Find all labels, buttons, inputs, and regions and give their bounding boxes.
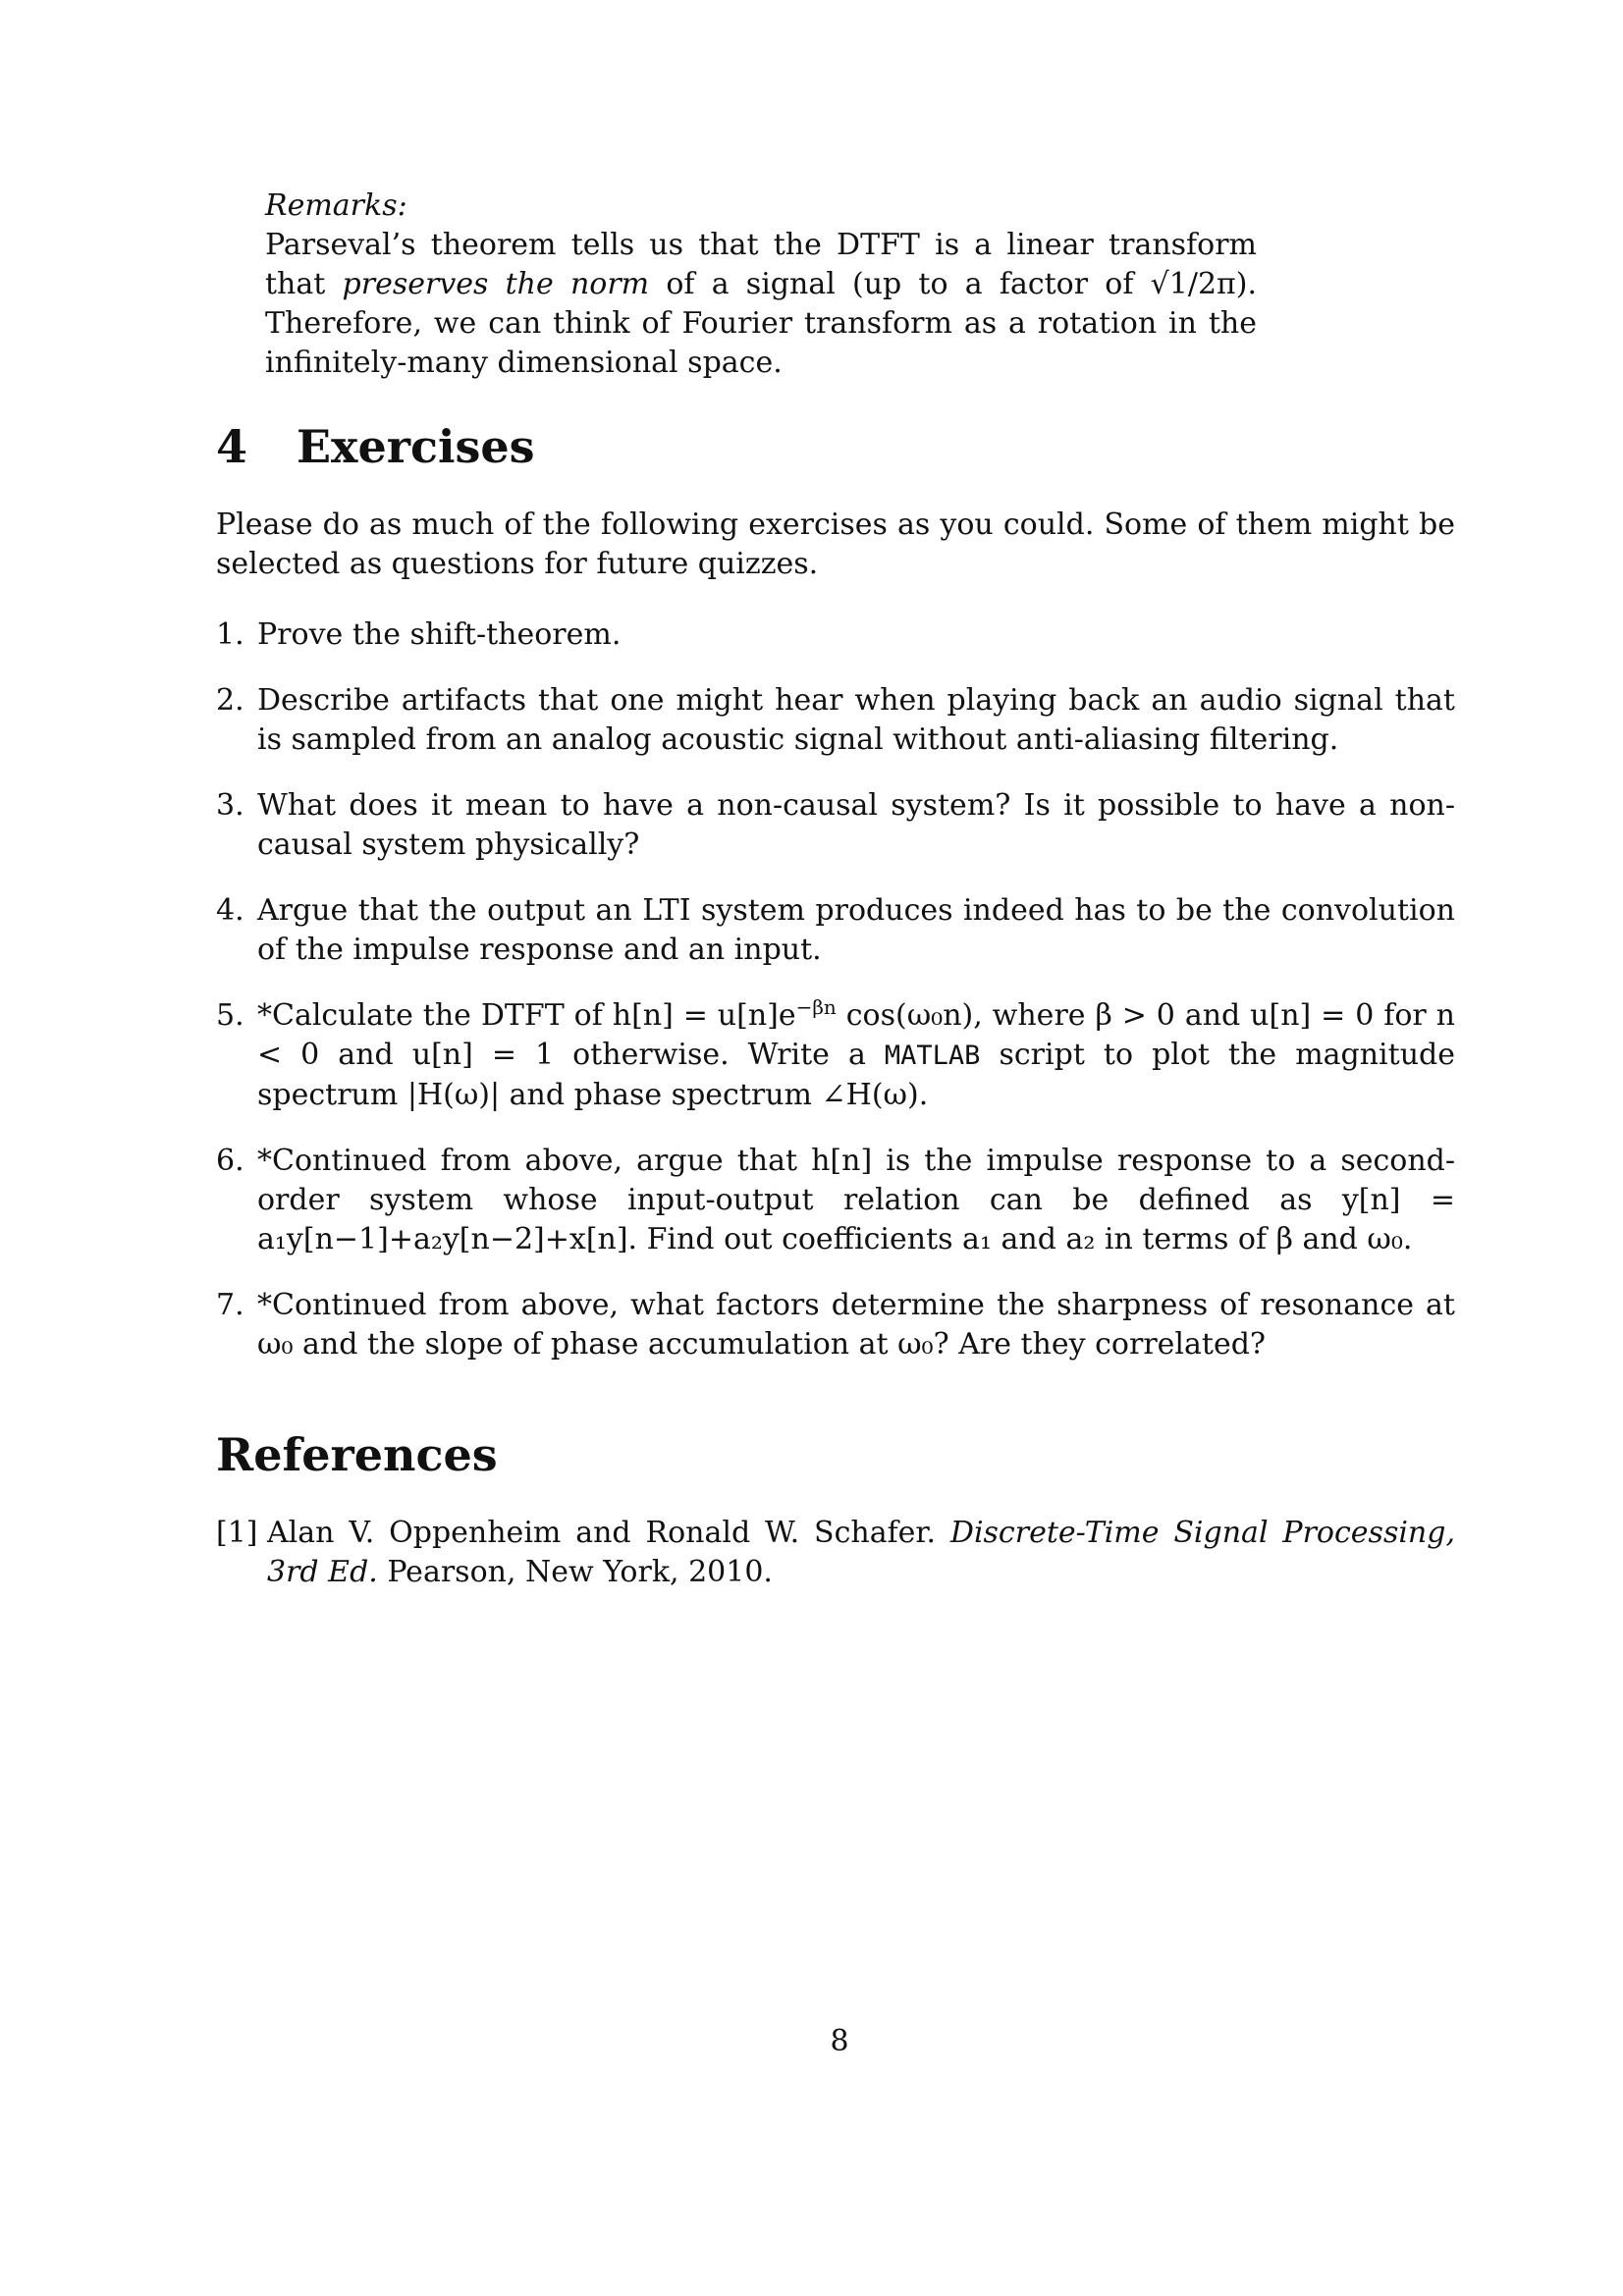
list-item [216, 786, 1455, 865]
reference-authors: Alan V. Oppenheim and Ronald W. Schafer. [267, 1516, 950, 1550]
reference-item [216, 1514, 1455, 1592]
reference-publisher: Pearson, New York, 2010. [377, 1555, 773, 1589]
list-item-text: Argue that the output an LTI system produces indeed has to be the convolution of the impulse response and an input. [257, 893, 1455, 967]
exercise-list [216, 615, 1455, 1391]
list-item-marker: 7. [216, 1288, 244, 1322]
list-item-marker: 4. [216, 893, 244, 928]
list-item-text: Prove the shift-theorem. [257, 617, 622, 652]
exponent: −βn [795, 995, 837, 1019]
exercises-intro: Please do as much of the following exercises as you could. Some of them might be selected as questions for future quizzes. [216, 507, 1455, 581]
remarks-text-1: Parseval’s theorem tells us that the DTFT is a linear transform that [265, 228, 1257, 301]
list-item-marker: 6. [216, 1144, 244, 1178]
list-item-text-a: *Calculate the DTFT of h[n] = u[n]e [257, 998, 796, 1033]
list-item-text: *Continued from above, what factors determine the sharpness of resonance at ω₀ and the slope of phase accumulation at ω₀? Are they correlated? [257, 1288, 1455, 1362]
list-item [216, 1142, 1455, 1259]
list-item-marker: 5. [216, 998, 244, 1033]
remarks-text-2: of a signal (up to a factor of √1/2π). Therefore, we can think of Fourier transform as a rotation in the infinitely-many dimensional space. [265, 267, 1258, 380]
list-item-text: *Continued from above, argue that h[n] is the impulse response to a second-order system whose input-output relation can be defined as y[n] = a₁y[n−1]+a₂y[n−2]+x[n]. Find out coefficients a₁ and a₂ in terms of β and ω₀. [257, 1144, 1455, 1256]
list-item-marker: 1. [216, 617, 244, 652]
list-item-marker: 2. [216, 683, 244, 718]
references-heading: References [216, 1428, 498, 1481]
reference-marker: [1] [216, 1516, 258, 1550]
list-item [216, 615, 1455, 655]
section-heading [216, 417, 535, 476]
remarks-title: Remarks: [265, 188, 407, 223]
list-item [216, 996, 1455, 1115]
list-item-text-b: cos(ω₀n), where β > 0 and u[n] = 0 for n < 0 and u[n] = 1 otherwise. Write a [257, 998, 1455, 1072]
reference-title: Discrete-Time Signal Processing, 3rd Ed. [267, 1516, 1455, 1589]
section-title: Exercises [297, 420, 535, 473]
remarks-emphasis: preserves the norm [342, 267, 650, 301]
list-item-text-c: script to plot the magnitude spectrum |H(ω)| and phase spectrum ∠H(ω). [257, 1038, 1455, 1112]
code-matlab: MATLAB [884, 1041, 981, 1071]
list-item-text: Describe artifacts that one might hear when playing back an audio signal that is sampled from an analog acoustic signal without anti-aliasing filtering. [257, 683, 1455, 757]
section-number: 4 [216, 420, 248, 473]
list-item-marker: 3. [216, 788, 244, 823]
page-number: 8 [830, 2024, 849, 2058]
list-item [216, 681, 1455, 760]
remarks-paragraph [265, 226, 1257, 383]
remarks-block [265, 187, 1257, 383]
list-item [216, 1286, 1455, 1364]
list-item [216, 891, 1455, 970]
list-item-text: What does it mean to have a non-causal system? Is it possible to have a non-causal system physically? [257, 788, 1455, 862]
